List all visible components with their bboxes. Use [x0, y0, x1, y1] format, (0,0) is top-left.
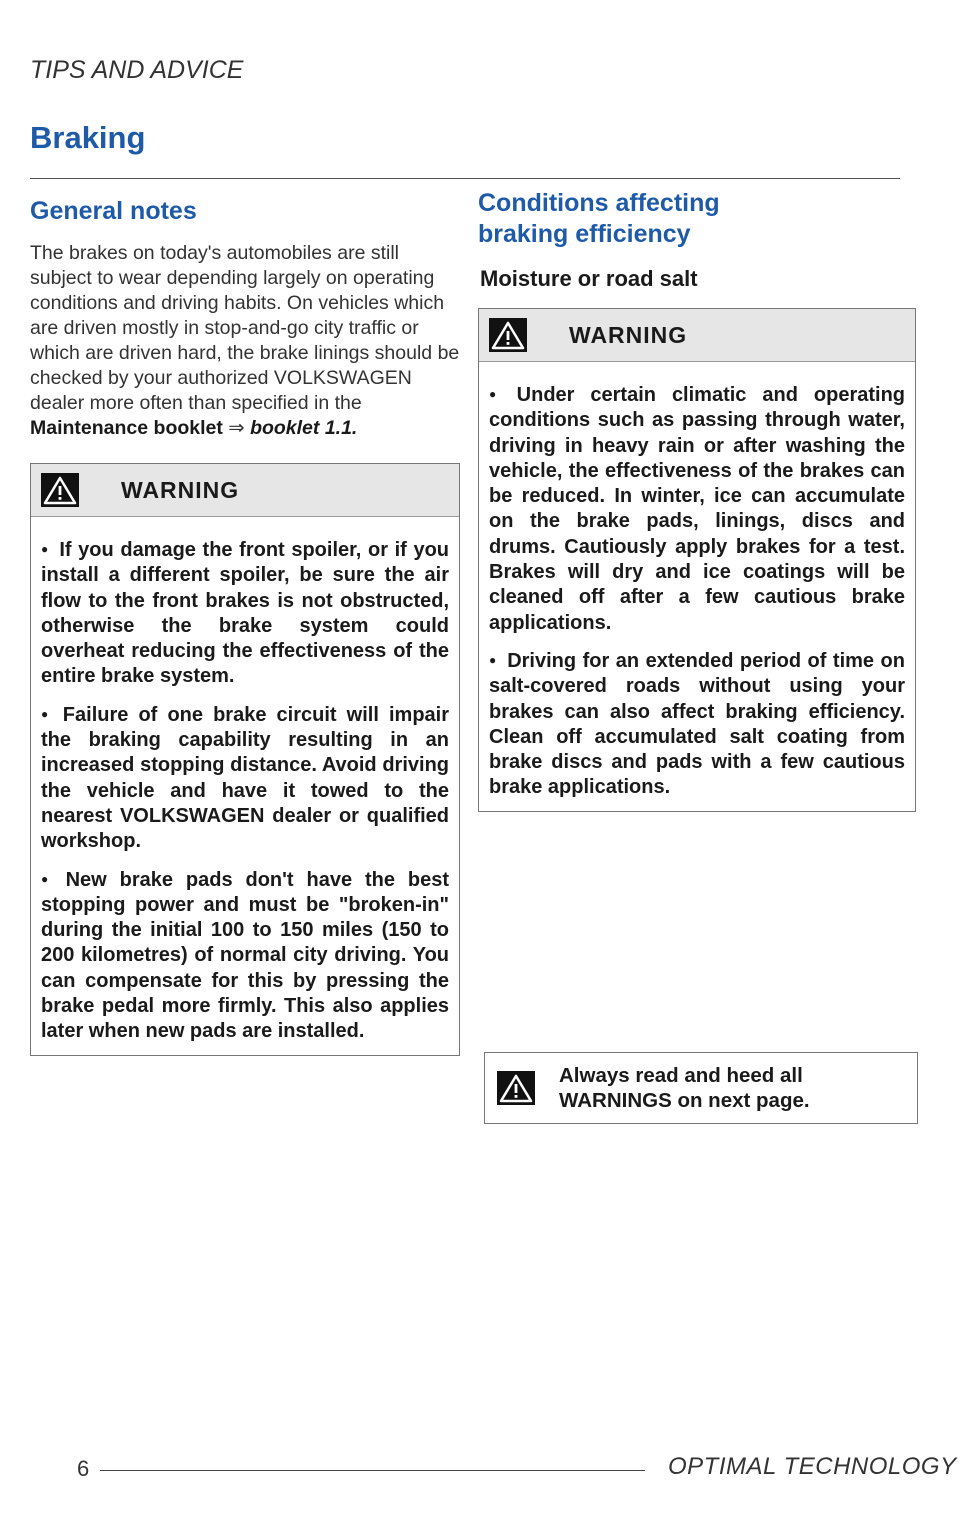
warning-box-left [30, 463, 460, 1056]
bullet-icon: ● [489, 387, 507, 401]
warning-item [41, 537, 449, 690]
warning-triangle-icon [489, 318, 527, 352]
left-column [30, 196, 460, 1056]
maintenance-booklet-ref: Maintenance booklet [30, 417, 223, 439]
moisture-subheading: Moisture or road salt [480, 266, 698, 291]
page-number: 6 [77, 1456, 90, 1481]
general-notes-heading: General notes [30, 197, 197, 225]
warning-body [31, 517, 459, 1055]
warning-item [41, 702, 449, 855]
next-page-note [484, 1052, 918, 1124]
note-line2: WARNINGS on next page. [559, 1089, 810, 1112]
warning-item-text: New brake pads don't have the best stopping power and must be "broken-in" during the initial 100 to 150 miles (150 to 200 kilometres) of normal city driving. You can compensate for this by pressing the brake pedal more firmly. This also applies later when new pads are installed. [41, 868, 449, 1043]
warning-triangle-icon [41, 473, 79, 507]
footer-text: OPTIMAL TECHNOLOGY [668, 1453, 957, 1480]
bullet-icon: ● [489, 652, 498, 667]
warning-title: WARNING [121, 476, 240, 503]
warning-item-text: If you damage the front spoiler, or if you install a different spoiler, be sure the air flow to the front brakes is not obstructed, otherwise the brake system could overheat reducing the effectiveness of the entire brake system. [41, 539, 450, 688]
warning-item [41, 867, 449, 1045]
conditions-heading-line2: braking efficiency [478, 220, 691, 248]
warning-item-text: Under certain climatic and operating conditions such as passing through water, driving in heavy rain or after washing the vehicle, the effectiveness of the brakes can be reduced. In winter, ice can accumulate on the brake pads, linings, discs and drums. Cautiously apply brakes for a test. Brakes will dry and ice coatings will be cleaned off after a few cautious brake applications. [489, 384, 906, 634]
warning-item [489, 382, 905, 636]
section-label: TIPS AND ADVICE [30, 56, 244, 84]
conditions-heading [478, 188, 918, 250]
conditions-heading-line1: Conditions affecting [478, 189, 720, 217]
note-icon-wrap [485, 1053, 547, 1123]
intro-text: The brakes on today's automobiles are still subject to wear depending largely on operating conditions and driving habits. On vehicles which are driven mostly in stop-and-go city traffic or which are driven hard, the brake linings should be checked by your authorized VOLKSWAGEN dealer more often than specified in the [30, 242, 460, 414]
page-title: Braking [30, 120, 146, 155]
warning-box-right [478, 308, 916, 812]
bullet-icon: ● [41, 542, 50, 556]
footer-divider [100, 1470, 645, 1471]
booklet-ref-link[interactable]: booklet 1.1. [250, 417, 358, 439]
warning-item-text: Failure of one brake circuit will impair the braking capability resulting in an increased stopping distance. Avoid driving the vehicle and have it towed to the nearest VOLKSWAGEN dealer or qualified workshop. [41, 703, 450, 853]
arrow-icon: ⇒ [222, 417, 251, 439]
note-text [559, 1063, 810, 1113]
warning-header [479, 309, 915, 362]
general-notes-text [30, 241, 460, 441]
bullet-icon: ● [41, 871, 56, 886]
note-line1: Always read and heed all [559, 1064, 803, 1087]
right-column [478, 188, 918, 812]
warning-body [479, 362, 915, 811]
warning-triangle-icon [497, 1071, 535, 1105]
warning-item [489, 648, 905, 801]
warning-title: WARNING [569, 321, 688, 348]
warning-header [31, 464, 459, 517]
bullet-icon: ● [41, 706, 53, 721]
warning-item-text: Driving for an extended period of time on salt-covered roads without using your brakes can also affect braking efficiency. Clean off accumulated salt coating from brake discs and pads with a few cautious brake applications. [489, 649, 905, 799]
title-divider [30, 178, 900, 179]
